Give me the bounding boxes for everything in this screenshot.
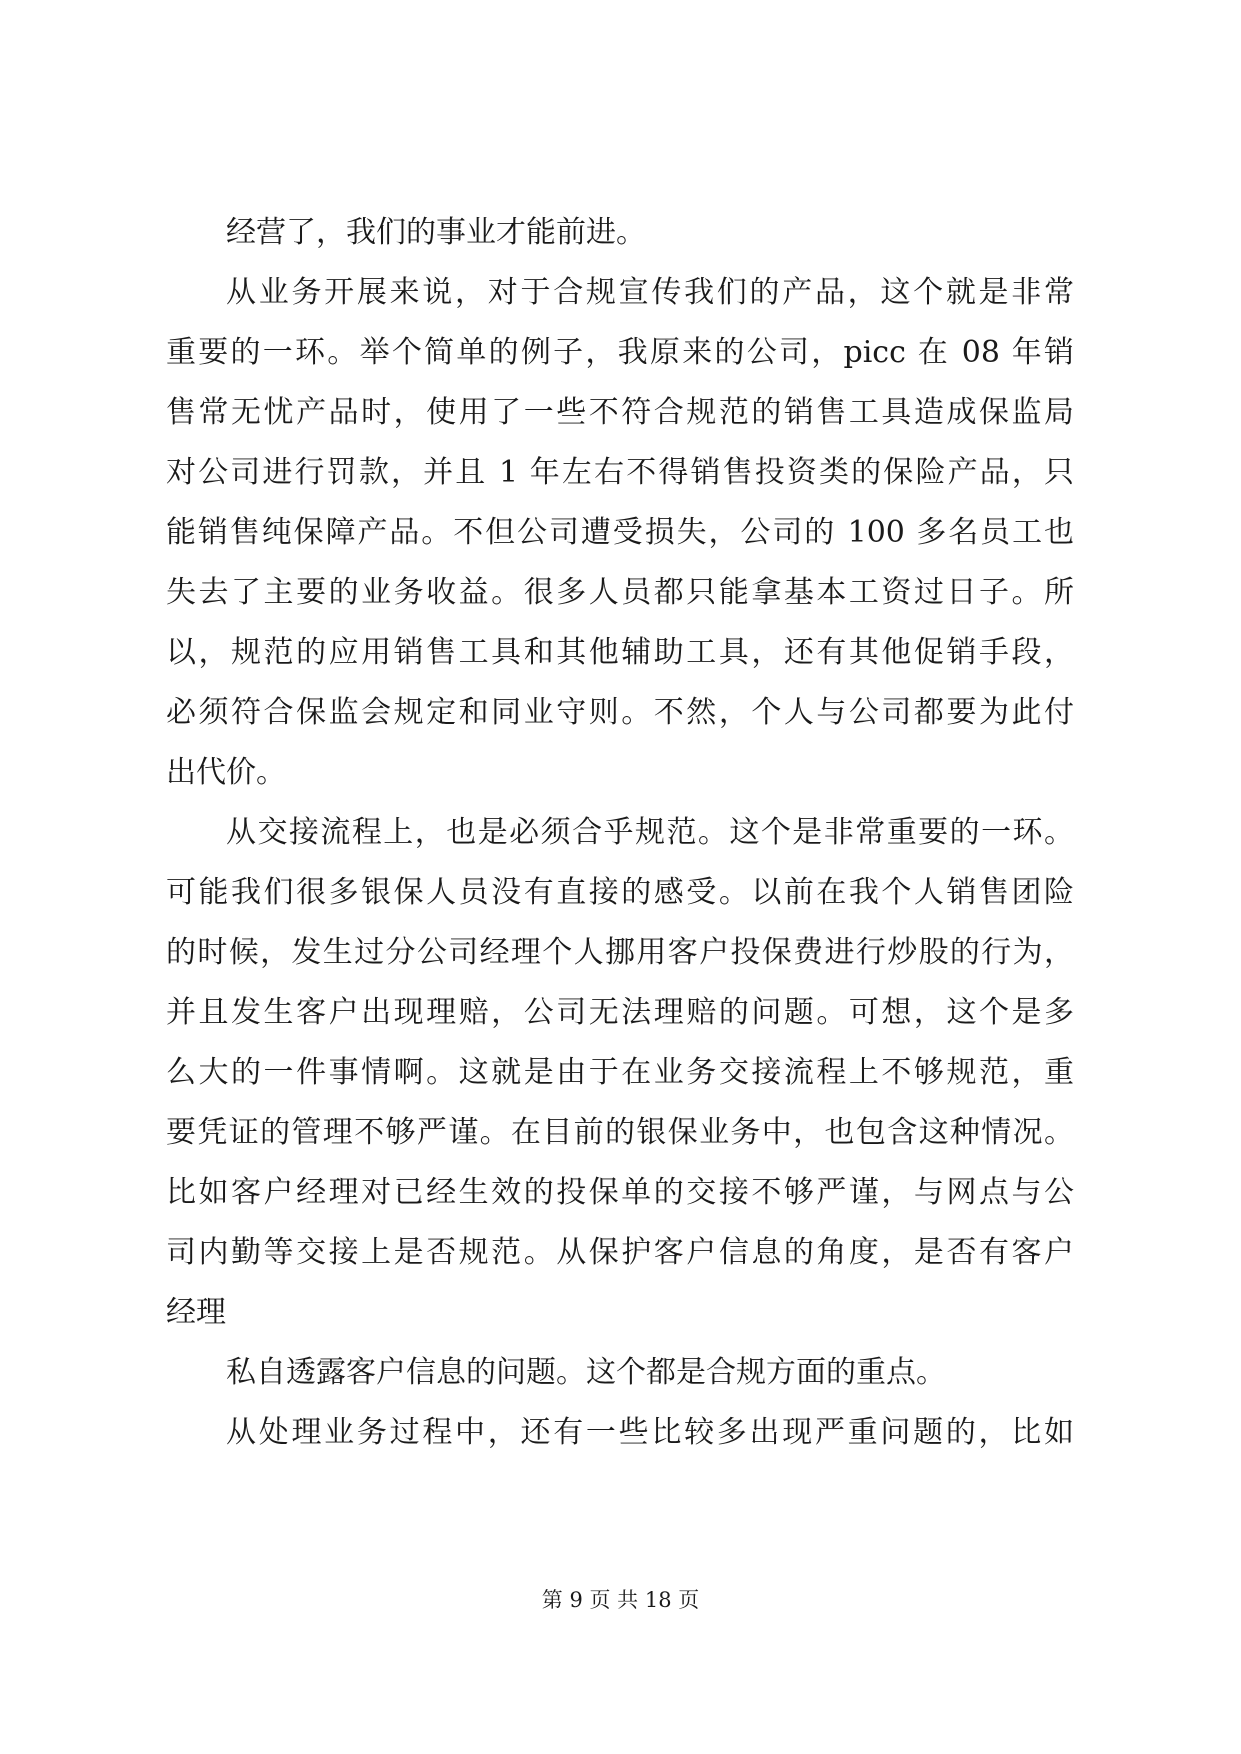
text-line: 可能我们很多银保人员没有直接的感受。以前在我个人销售团险 [166,875,1074,910]
text-line: 司内勤等交接上是否规范。从保护客户信息的角度，是否有客户 [166,1235,1074,1270]
text-line: 经理 [166,1295,226,1330]
text-line: 要凭证的管理不够严谨。在目前的银保业务中，也包含这种情况。 [166,1115,1074,1150]
text-line: 出代价。 [166,755,286,790]
text-line: 的时候，发生过分公司经理个人挪用客户投保费进行炒股的行为， [166,935,1074,970]
text-line: 对公司进行罚款，并且 1 年左右不得销售投资类的保险产品，只 [166,455,1074,490]
text-line: 经营了，我们的事业才能前进。 [226,215,646,250]
text-line: 从业务开展来说，对于合规宣传我们的产品，这个就是非常 [226,275,1074,310]
text-line: 必须符合保监会规定和同业守则。不然，个人与公司都要为此付 [166,695,1074,730]
text-line: 以，规范的应用销售工具和其他辅助工具，还有其他促销手段， [166,635,1074,670]
text-line: 比如客户经理对已经生效的投保单的交接不够严谨，与网点与公 [166,1175,1074,1210]
text-line: 失去了主要的业务收益。很多人员都只能拿基本工资过日子。所 [166,575,1074,610]
page-footer: 第 9 页 共 18 页 [541,1588,700,1612]
text-line: 重要的一环。举个简单的例子，我原来的公司，picc 在 08 年销 [166,335,1074,370]
text-line: 私自透露客户信息的问题。这个都是合规方面的重点。 [226,1355,946,1390]
text-line: 么大的一件事情啊。这就是由于在业务交接流程上不够规范，重 [166,1055,1074,1090]
text-line: 能销售纯保障产品。不但公司遭受损失，公司的 100 多名员工也 [166,515,1074,550]
text-line: 从交接流程上，也是必须合乎规范。这个是非常重要的一环。 [226,815,1074,850]
document-body [166,203,1074,1463]
text-line: 售常无忧产品时，使用了一些不符合规范的销售工具造成保监局 [166,395,1074,430]
text-line: 从处理业务过程中，还有一些比较多出现严重问题的，比如 [226,1415,1074,1450]
text-line: 并且发生客户出现理赔，公司无法理赔的问题。可想，这个是多 [166,995,1074,1030]
